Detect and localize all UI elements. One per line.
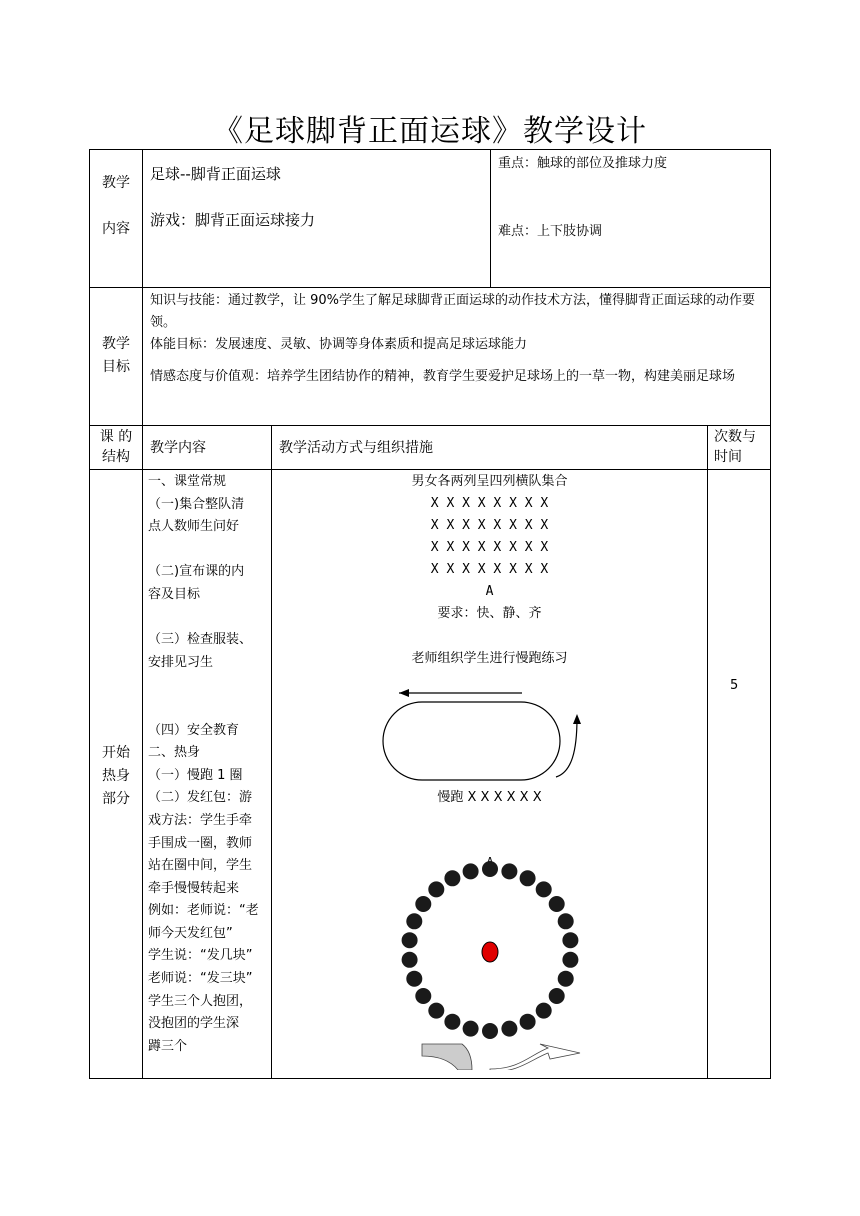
student-dot: [549, 896, 565, 912]
student-dot: [562, 952, 578, 968]
student-dot: [428, 1003, 444, 1019]
student-dot: [558, 913, 574, 929]
formation-row: X X X X X X X X: [430, 518, 549, 533]
page-title: 《足球脚背正面运球》教学设计: [213, 114, 647, 149]
student-dot: [482, 1023, 498, 1039]
running-track: [383, 702, 560, 780]
student-dot: [415, 896, 431, 912]
goal-row-label: 教学 目标: [102, 336, 130, 375]
content-row-label: 教学 内容: [102, 175, 130, 237]
student-dot: [549, 988, 565, 1004]
part-label: 开始 热身 部分: [102, 745, 130, 807]
student-dot: [558, 971, 574, 987]
difficulty: 难点：上下肢协调: [498, 224, 603, 239]
student-dot: [428, 881, 444, 897]
part-content: 一、课堂常规 （一)集合整队清 点人数师生问好 （二)宣布课的内 容及目标 （三）检查服装、 安排见习生 （四）安全教育 二、热身 （一）慢跑 1 圈 （二）发红包：游 戏方法：学生手牵 手围成一圈，教师 站在圈中间，学生 牵手慢慢转起来 例如：老师说：“老 师今天发红包” 学生说：“发几块” 老师说：“发三块” 学生三个人抱团， 没抱团的学生深 蹲三个: [148, 474, 259, 1054]
student-dot: [406, 913, 422, 929]
jogging-track-diagram: [272, 680, 707, 800]
jog-title: 老师组织学生进行慢跑练习: [411, 651, 568, 666]
rotation-arrow-left-icon: [422, 1044, 472, 1070]
rotation-arrow-right-icon: [490, 1044, 580, 1070]
red-envelope-game-diagram: [380, 860, 600, 1070]
student-dot: [415, 988, 431, 1004]
content-item-1: 足球--脚背正面运球: [150, 165, 281, 183]
formation-diagram: [272, 471, 707, 670]
part-times: 5: [730, 678, 739, 693]
content-item-2: 游戏：脚背正面运球接力: [150, 211, 316, 229]
student-dot: [406, 971, 422, 987]
goal-physical: 体能目标：发展速度、灵敏、协调等身体素质和提高足球运球能力: [150, 337, 528, 352]
up-arrow-icon: [573, 714, 581, 724]
formation-row: X X X X X X X X: [430, 540, 549, 555]
formation-row: X X X X X X X X: [430, 562, 549, 577]
student-dot: [520, 1014, 536, 1030]
header-content: 教学内容: [150, 440, 206, 456]
student-dot: [536, 881, 552, 897]
header-structure: 课 的 结构: [99, 429, 133, 465]
header-activity: 教学活动方式与组织措施: [279, 440, 433, 456]
student-dot: [536, 1003, 552, 1019]
student-dot: [562, 932, 578, 948]
goal-emotion: 情感态度与价值观：培养学生团结协作的精神，教育学生要爱护足球场上的一草一物，构建美丽足球场: [150, 369, 736, 384]
student-dot: [444, 1014, 460, 1030]
student-dot: [402, 952, 418, 968]
requirement: 要求：快、静、齐: [437, 606, 542, 621]
left-arrow-icon: [399, 689, 409, 697]
center-red-dot: [482, 942, 498, 962]
goal-text: [150, 290, 764, 388]
student-dot: [482, 861, 498, 877]
student-dot: [463, 1021, 479, 1037]
teacher-mark: A: [485, 584, 494, 599]
formation-row: X X X X X X X X: [430, 496, 549, 511]
formation-title: 男女各两列呈四列横队集合: [411, 474, 568, 489]
key-point: 重点：触球的部位及推球力度: [498, 156, 668, 171]
student-dot: [463, 863, 479, 879]
student-dot: [501, 863, 517, 879]
student-dot: [402, 932, 418, 948]
student-dot: [444, 870, 460, 886]
goal-knowledge: 知识与技能：通过教学，让 90%学生了解足球脚背正面运球的动作技术方法，懂得脚背正面运球的动作要领。: [150, 293, 756, 330]
student-dot: [520, 870, 536, 886]
student-dot: [501, 1021, 517, 1037]
jog-label: 慢跑 X X X X X X: [437, 790, 542, 805]
header-times: 次数与 时间: [714, 429, 756, 465]
